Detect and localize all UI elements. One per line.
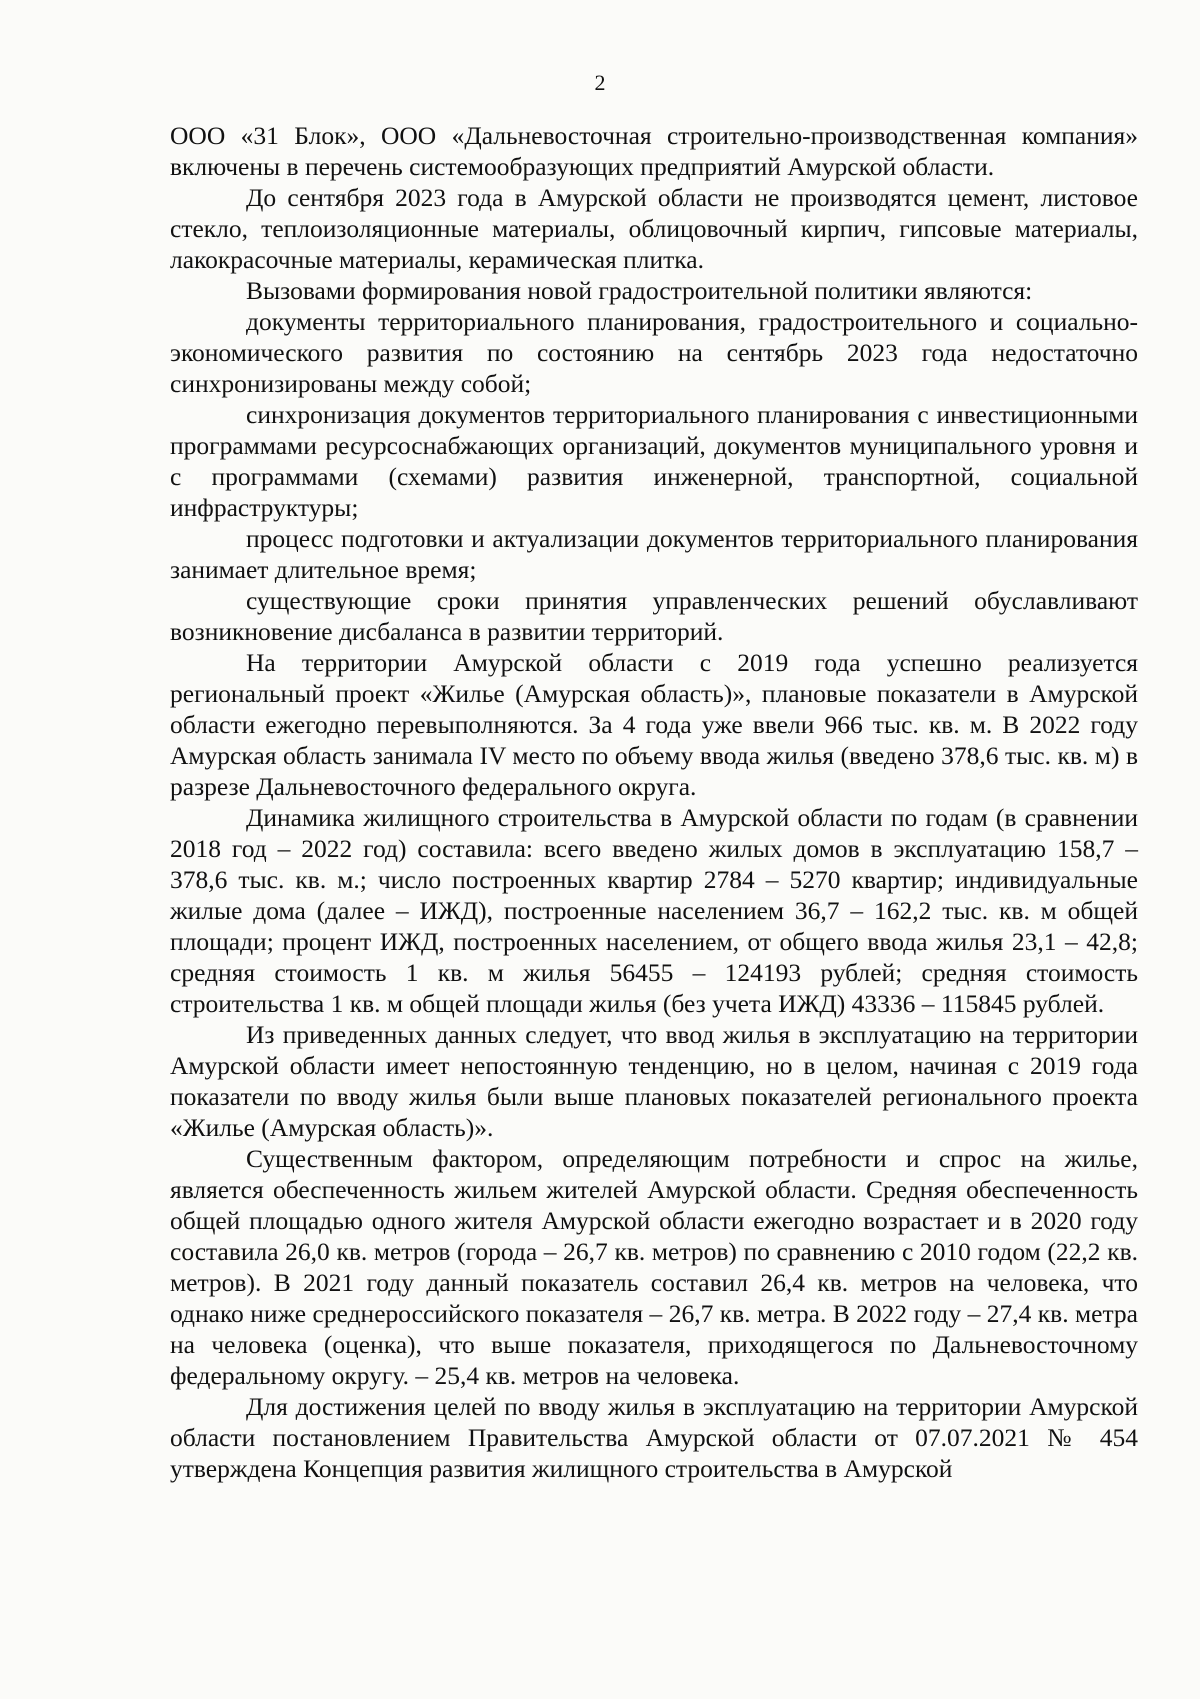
paragraph: Динамика жилищного строительства в Амурской области по годам (в сравнении 2018 год – 2022 год) составила: всего введено жилых домов в эксплуатацию 158,7 – 378,6 тыс. кв. м.; число построенных квартир 2784 – 5270 квартир; индивидуальные жилые дома (далее – ИЖД), построенные населением 36,7 – 162,2 тыс. кв. м общей площади; процент ИЖД, построенных населением, от общего ввода жилья 23,1 – 42,8; средняя стоимость 1 кв. м жилья 56455 – 124193 рублей; средняя стоимость строительства 1 кв. м общей площади жилья (без учета ИЖД) 43336 – 115845 рублей. (170, 803, 1138, 1018)
paragraph: документы территориального планирования, градостроительного и социально-экономического развития по состоянию на сентябрь 2023 года недостаточно синхронизированы между собой; (170, 307, 1138, 398)
paragraph: На территории Амурской области с 2019 года успешно реализуется региональный проект «Жилье (Амурская область)», плановые показатели в Амурской области ежегодно перевыполняются. За 4 года уже ввели 966 тыс. кв. м. В 2022 году Амурская область занимала IV место по объему ввода жилья (введено 378,6 тыс. кв. м) в разрезе Дальневосточного федерального округа. (170, 648, 1138, 801)
paragraph: Вызовами формирования новой градостроительной политики являются: (246, 276, 1033, 305)
page-number: 2 (594, 70, 606, 95)
paragraph: существующие сроки принятия управленческих решений обуславливают возникновение дисбаланса в развитии территорий. (170, 586, 1138, 646)
body-text (170, 120, 1138, 1484)
paragraph: Существенным фактором, определяющим потребности и спрос на жилье, является обеспеченность жильем жителей Амурской области. Средняя обеспеченность общей площадью одного жителя Амурской области ежегодно возрастает и в 2020 году составила 26,0 кв. метров (города – 26,7 кв. метров) по сравнению с 2010 годом (22,2 кв. метров). В 2021 году данный показатель составил 26,4 кв. метров на человека, что однако ниже среднероссийского показателя – 26,7 кв. метра. В 2022 году – 27,4 кв. метра на человека (оценка), что выше показателя, приходящегося по Дальневосточному федеральному округу. – 25,4 кв. метров на человека. (170, 1144, 1138, 1390)
paragraph: синхронизация документов территориального планирования с инвестиционными программами ресурсоснабжающих организаций, документов муниципального уровня и с программами (схемами) развития инженерной, транспортной, социальной инфраструктуры; (170, 400, 1138, 522)
paragraph: Из приведенных данных следует, что ввод жилья в эксплуатацию на территории Амурской области имеет непостоянную тенденцию, но в целом, начиная с 2019 года показатели по вводу жилья были выше плановых показателей регионального проекта «Жилье (Амурская область)». (170, 1020, 1138, 1142)
paragraph: ООО «31 Блок», ООО «Дальневосточная строительно-производственная компания» включены в перечень системообразующих предприятий Амурской области. (170, 121, 1138, 181)
paragraph: Для достижения целей по вводу жилья в эксплуатацию на территории Амурской области постановлением Правительства Амурской области от 07.07.2021 № 454 утверждена Концепция развития жилищного строительства в Амурской (170, 1392, 1138, 1483)
paragraph: До сентября 2023 года в Амурской области не производятся цемент, листовое стекло, теплоизоляционные материалы, облицовочный кирпич, гипсовые материалы, лакокрасочные материалы, керамическая плитка. (170, 183, 1138, 274)
paragraph: процесс подготовки и актуализации документов территориального планирования занимает длительное время; (170, 524, 1138, 584)
